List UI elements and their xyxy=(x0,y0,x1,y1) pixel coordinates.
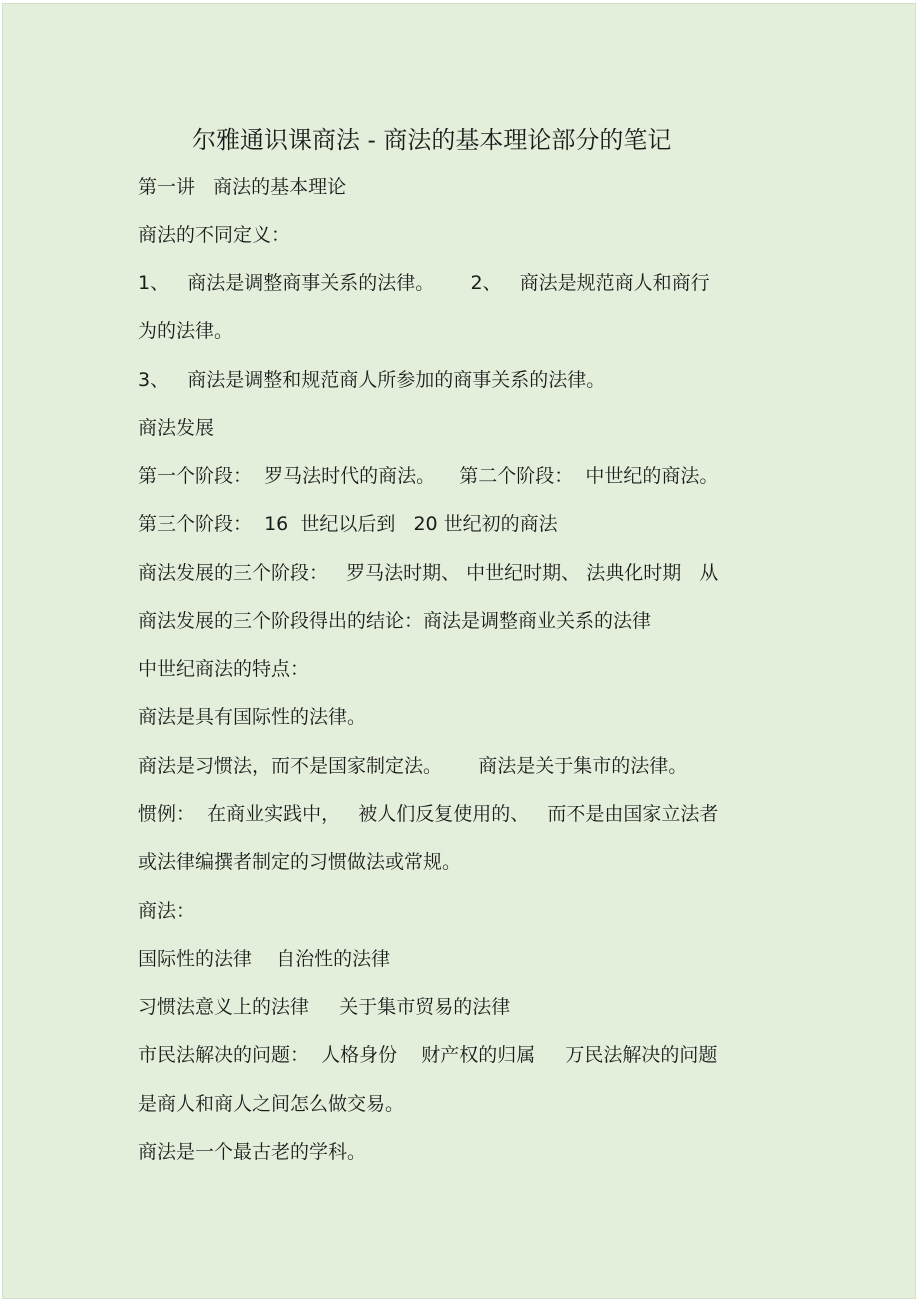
line-custom-definition-cont: 或法律编撰者制定的习惯做法或常规。 xyxy=(138,851,462,873)
line-medieval-heading: 中世纪商法的特点： xyxy=(138,658,310,680)
line-international: 商法是具有国际性的法律。 xyxy=(138,706,367,728)
line-definition-1-2: 1、 商法是调整商事关系的法律。 2、 商法是规范商人和商行 xyxy=(138,272,710,294)
line-oldest-subject: 商法是一个最古老的学科。 xyxy=(138,1141,367,1163)
line-civil-law: 市民法解决的问题： 人格身份 财产权的归属 万民法解决的问题 xyxy=(138,1044,718,1066)
line-definition-2-cont: 为的法律。 xyxy=(138,320,234,342)
line-definition-3: 3、 商法是调整和规范商人所参加的商事关系的法律。 xyxy=(138,369,606,391)
line-civil-law-cont: 是商人和商人之间怎么做交易。 xyxy=(138,1093,405,1115)
line-custom-definition: 惯例： 在商业实践中， 被人们反复使用的、 而不是由国家立法者 xyxy=(138,803,719,825)
line-traits-2: 习惯法意义上的法律 关于集市贸易的法律 xyxy=(138,996,511,1018)
line-traits-1: 国际性的法律 自治性的法律 xyxy=(138,948,391,970)
line-stage-3: 第三个阶段： 16 世纪以后到 20 世纪初的商法 xyxy=(138,513,558,535)
line-conclusion: 商法发展的三个阶段得出的结论：商法是调整商业关系的法律 xyxy=(138,610,652,632)
line-customary: 商法是习惯法，而不是国家制定法。 商法是关于集市的法律。 xyxy=(138,755,688,777)
line-three-stages: 商法发展的三个阶段： 罗马法时期、 中世纪时期、 法典化时期 从 xyxy=(138,562,719,584)
line-lecture-heading: 第一讲 商法的基本理论 xyxy=(138,176,347,198)
line-development-heading: 商法发展 xyxy=(138,417,215,439)
document-title: 尔雅通识课商法 - 商法的基本理论部分的笔记 xyxy=(192,126,672,154)
line-definitions-heading: 商法的不同定义： xyxy=(138,224,291,246)
line-stage-1-2: 第一个阶段： 罗马法时代的商法。 第二个阶段： 中世纪的商法。 xyxy=(138,465,719,487)
line-commercial-law-heading: 商法： xyxy=(138,900,196,922)
